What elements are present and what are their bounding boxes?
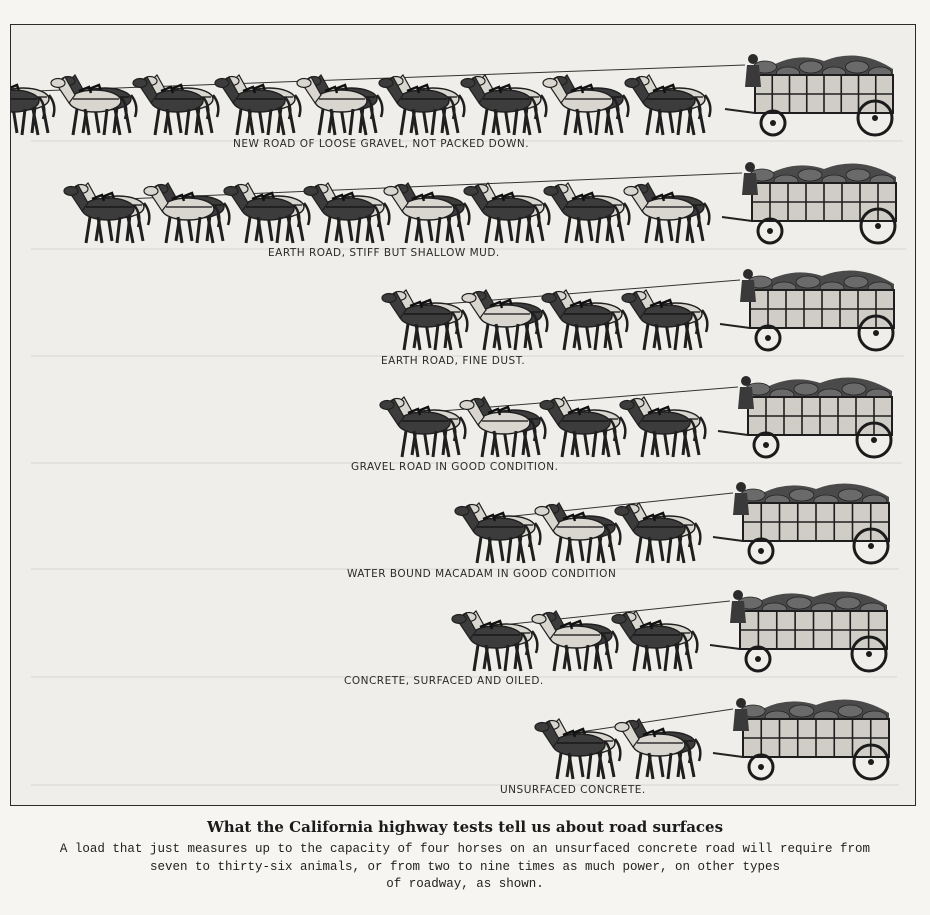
horse-team bbox=[625, 75, 710, 135]
wagon bbox=[31, 269, 904, 356]
horse-team bbox=[144, 183, 229, 243]
row-label-loose-gravel: NEW ROAD OF LOOSE GRAVEL, NOT PACKED DOWN. bbox=[233, 138, 530, 150]
caption-line-3: of roadway, as shown. bbox=[386, 877, 544, 891]
row-label-water-bound-macadam: WATER BOUND MACADAM IN GOOD CONDITION bbox=[347, 568, 617, 580]
horse-team bbox=[384, 183, 469, 243]
horse-team bbox=[612, 611, 697, 671]
horse-team bbox=[297, 75, 382, 135]
horse-team bbox=[455, 503, 540, 563]
horse-team bbox=[452, 611, 537, 671]
horse-team bbox=[51, 75, 136, 135]
wagon bbox=[31, 376, 902, 463]
row-label-unsurfaced-concrete: UNSURFACED CONCRETE. bbox=[500, 784, 646, 796]
caption-line-2: seven to thirty-six animals, or from two to nine times as much power, on other types bbox=[149, 860, 781, 874]
horse-team bbox=[542, 290, 627, 350]
horse-team-row bbox=[382, 280, 740, 350]
horse-team bbox=[532, 611, 617, 671]
wagon bbox=[31, 698, 899, 785]
horse-team-row bbox=[535, 709, 733, 779]
horse-team bbox=[622, 290, 707, 350]
horse-team bbox=[382, 290, 467, 350]
horse-team bbox=[380, 397, 465, 457]
horse-team-row bbox=[452, 601, 730, 671]
horse-team bbox=[133, 75, 218, 135]
row-label-concrete-oiled: CONCRETE, SURFACED AND OILED. bbox=[344, 675, 544, 687]
horse-team-row bbox=[380, 387, 738, 457]
caption-title: What the California highway tests tell us about road surfaces bbox=[206, 818, 724, 836]
horse-team bbox=[464, 183, 549, 243]
horse-team bbox=[615, 719, 700, 779]
horse-team bbox=[535, 503, 620, 563]
caption-line-1: A load that just measures up to the capacity of four horses on an unsurfaced concrete road will require from bbox=[59, 842, 871, 856]
wagon bbox=[31, 482, 899, 569]
horse-team bbox=[615, 503, 700, 563]
row-label-fine-dust: EARTH ROAD, FINE DUST. bbox=[381, 355, 526, 367]
wagon bbox=[31, 590, 897, 677]
horse-team bbox=[215, 75, 300, 135]
horse-team bbox=[11, 75, 54, 135]
horse-team bbox=[624, 183, 709, 243]
row-label-gravel-road: GRAVEL ROAD IN GOOD CONDITION. bbox=[351, 461, 559, 473]
horse-team bbox=[64, 183, 149, 243]
horse-team bbox=[461, 75, 546, 135]
horse-team bbox=[304, 183, 389, 243]
horse-team-row bbox=[455, 493, 733, 563]
horse-team bbox=[544, 183, 629, 243]
row-label-shallow-mud: EARTH ROAD, STIFF BUT SHALLOW MUD. bbox=[268, 247, 500, 259]
horse-team-row bbox=[64, 173, 742, 243]
horse-team bbox=[620, 397, 705, 457]
horse-team-row bbox=[11, 65, 745, 135]
horse-team bbox=[540, 397, 625, 457]
horse-team bbox=[543, 75, 628, 135]
horse-team bbox=[379, 75, 464, 135]
road-surface-illustration bbox=[10, 24, 916, 806]
